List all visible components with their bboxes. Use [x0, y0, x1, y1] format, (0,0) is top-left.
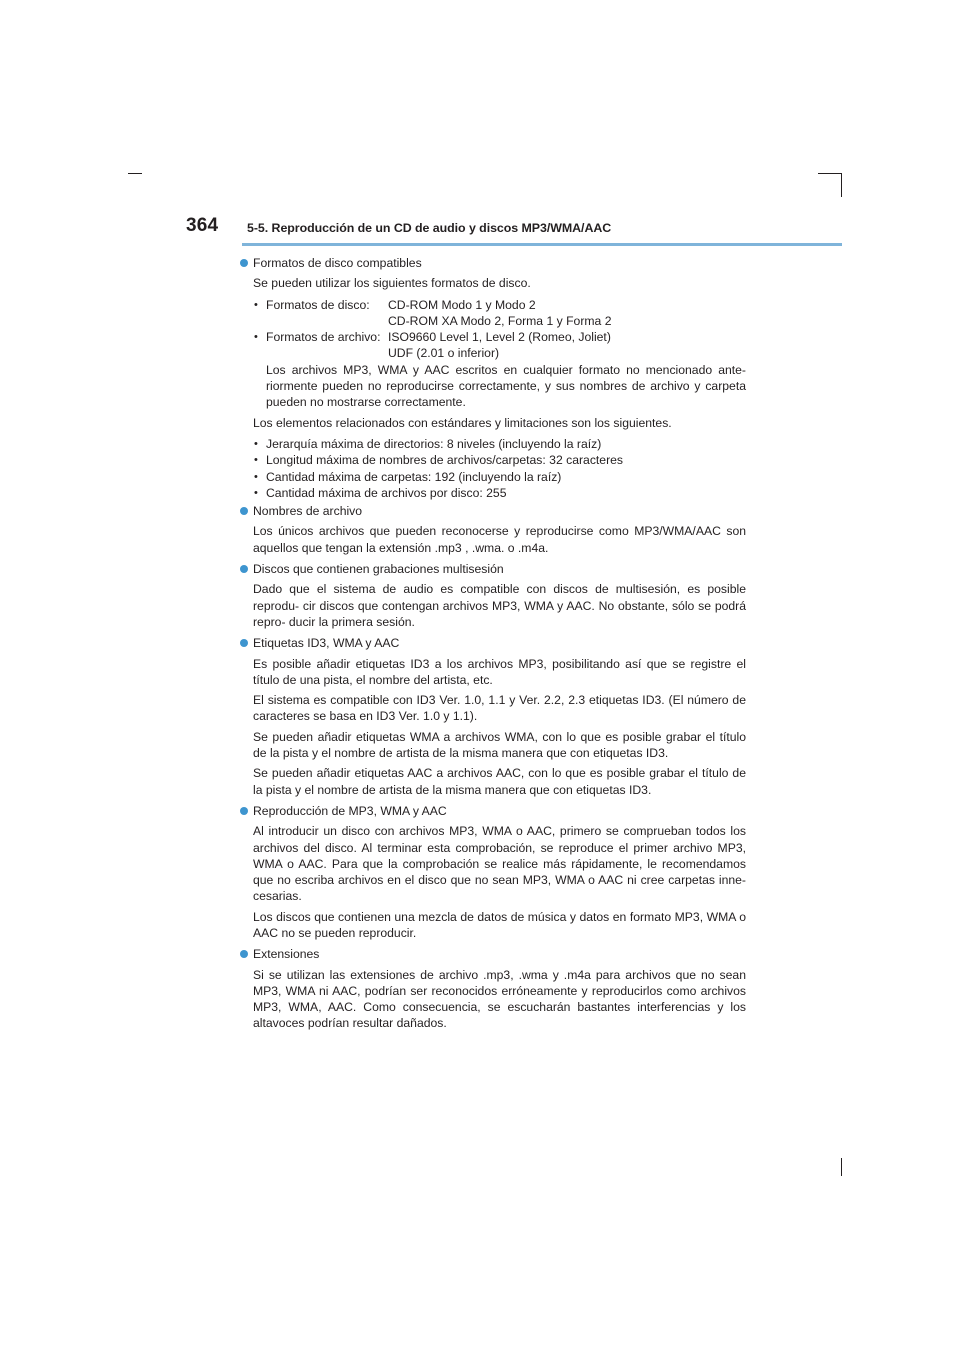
tags-paragraph: Es posible añadir etiquetas ID3 a los archivos MP3, posibilitando así que se registre el título de una pista, el nombre del artista, etc.	[253, 656, 746, 687]
disc-format-value: CD-ROM XA Modo 2, Forma 1 y Forma 2	[388, 313, 612, 328]
list-item: • Cantidad máxima de archivos por disco: 255	[253, 485, 746, 501]
section-title-extensions: Extensiones	[253, 947, 320, 962]
circle-bullet-icon	[240, 507, 248, 515]
playback-paragraph: Los discos que contienen una mezcla de datos de música y datos en formato MP3, WMA o AAC no se pueden reproducir.	[253, 909, 746, 940]
page-content	[240, 253, 746, 1032]
section-playback	[240, 803, 746, 941]
tags-paragraph: Se pueden añadir etiquetas WMA a archivos WMA, con lo que es posible grabar el título de la pista y el nombre de artista de la misma manera que con etiquetas ID3.	[253, 729, 746, 761]
section-tags	[240, 635, 746, 798]
formats-intro: Se pueden utilizar los siguientes formatos de disco.	[253, 276, 531, 291]
file-format-value: ISO9660 Level 1, Level 2 (Romeo, Joliet)	[388, 330, 611, 345]
list-item	[253, 329, 746, 362]
tags-paragraph: Se pueden añadir etiquetas AAC a archivos AAC, con lo que es posible grabar el título de la pista y el nombre de artista de la misma manera que con etiquetas ID3.	[253, 766, 746, 797]
section-extensions	[240, 946, 746, 1031]
formats-note: Los archivos MP3, WMA y AAC escritos en cualquier formato no mencionado ante- riormente pueden no reproducirse correctamente, y sus nombres de archivo y carpeta pueden no mostrarse correctamente.	[266, 362, 746, 410]
file-format-value: UDF (2.01 o inferior)	[388, 346, 500, 361]
crop-mark-top-left	[128, 173, 142, 174]
section-title-names: Nombres de archivo	[253, 504, 363, 519]
crop-mark-top-right-v	[841, 173, 842, 197]
disc-formats-label: • Formatos de disco:	[266, 297, 370, 312]
circle-bullet-icon	[240, 950, 248, 958]
circle-bullet-icon	[240, 807, 248, 815]
playback-paragraph: Al introducir un disco con archivos MP3, WMA o AAC, primero se comprueban todos los archivos del disco. Al terminar esta comprobación, se reproduce el primer archivo MP3, WMA o AAC. Para que la comprobación se realice más rápidamente, le recomendamos que no escriba archivos en el disco que no sean MP3, WMA o AAC ni cree carpetas inne- cesarias.	[253, 824, 746, 904]
names-body: Los únicos archivos que pueden reconocerse y reproducirse como MP3/WMA/AAC son aquellos que tengan la extensión .mp3 , .wma. o .m4a.	[253, 524, 746, 555]
disc-format-value: CD-ROM Modo 1 y Modo 2	[388, 297, 536, 312]
list-item: • Jerarquía máxima de directorios: 8 niveles (incluyendo la raíz)	[253, 436, 746, 452]
circle-bullet-icon	[240, 639, 248, 647]
section-title: 5-5. Reproducción de un CD de audio y discos MP3/WMA/AAC	[247, 221, 612, 235]
tags-paragraph: El sistema es compatible con ID3 Ver. 1.0, 1.1 y Ver. 2.2, 2.3 etiquetas ID3. (El número de caracteres se basa en ID3 Ver. 1.0 y 1.1).	[253, 693, 746, 724]
section-title-tags: Etiquetas ID3, WMA y AAC	[253, 636, 400, 651]
section-formats	[240, 255, 746, 501]
page-number: 364	[186, 215, 219, 236]
list-item: • Cantidad máxima de carpetas: 192 (incluyendo la raíz)	[253, 469, 746, 485]
section-names	[240, 503, 746, 556]
crop-mark-top-right-h	[818, 173, 842, 174]
limits-list	[253, 436, 746, 501]
crop-mark-bottom-right	[841, 1158, 842, 1176]
limits-intro: Los elementos relacionados con estándares y limitaciones son los siguientes.	[253, 415, 672, 430]
list-item: • Longitud máxima de nombres de archivos/carpetas: 32 caracteres	[253, 452, 746, 468]
section-title-multisession: Discos que contienen grabaciones multisesión	[253, 562, 504, 577]
header-rule	[242, 243, 842, 246]
section-title-playback: Reproducción de MP3, WMA y AAC	[253, 803, 447, 818]
extensions-body: Si se utilizan las extensiones de archivo .mp3, .wma y .m4a para archivos que no sean MP3, WMA ni AAC, podrían ser reconocidos erróneamente y reproducirlos como archivos MP3, WMA, AAC. Como consecuencia, se escucharán bastantes interferencias y los altavoces podrían resultar dañados.	[253, 967, 746, 1031]
list-item	[253, 297, 746, 330]
multisession-body: Dado que el sistema de audio es compatible con discos de multisesión, es posible reprodu- cir discos que contengan archivos MP3, WMA y AAC. No obstante, sólo se podrá repro- ducir la primera sesión.	[253, 582, 746, 629]
formats-list	[253, 297, 746, 362]
circle-bullet-icon	[240, 259, 248, 267]
file-formats-label: • Formatos de archivo:	[266, 330, 381, 345]
section-multisession	[240, 561, 746, 630]
circle-bullet-icon	[240, 565, 248, 573]
section-title-formats: Formatos de disco compatibles	[253, 256, 422, 270]
